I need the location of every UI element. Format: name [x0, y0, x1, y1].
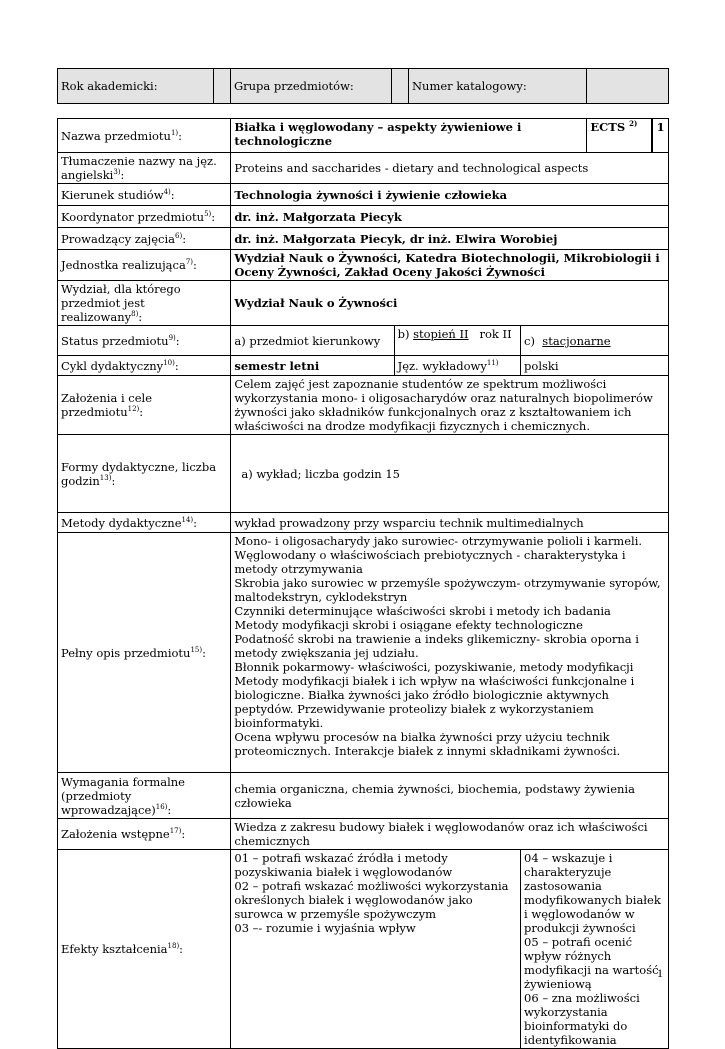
- description-line: Czynniki determinujące właściwości skrobi i metody ich badania: [234, 604, 611, 618]
- teacher-label: Prowadzący zajęcia$^{6)}$:: [58, 228, 231, 250]
- prerequisites-value: Wiedza z zakresu budowy białek i węglowodanów oraz ich właściwości chemicznych: [231, 819, 669, 850]
- row-faculty: [58, 281, 669, 326]
- row-outcomes: [58, 850, 669, 1049]
- ects-label: ECTS $^{2)}$: [587, 119, 652, 153]
- cycle-label: Cykl dydaktyczny$^{10)}$:: [58, 356, 231, 376]
- outcomes-right: 04 – wskazuje i charakteryzuje zastosowania modyfikowanych białek i węglowodanów w produkcji żywności 05 – potrafi ocenić wpływ różnych modyfikacji na wartość żywieniową 06 – zna możliwości wykorzystania bioinformatyki do identyfikowania: [521, 850, 669, 1049]
- row-english: [58, 153, 669, 184]
- course-table: [57, 118, 669, 1049]
- field-label: Kierunek studiów$^{4)}$:: [58, 184, 231, 206]
- coordinator-value: dr. inż. Małgorzata Piecyk: [231, 206, 669, 228]
- row-name: [58, 119, 669, 153]
- english-label: Tłumaczenie nazwy na jęz. angielski$^{3)}$:: [58, 153, 231, 184]
- goals-value: Celem zajęć jest zapoznanie studentów ze spektrum możliwości wykorzystania mono- i oligosacharydów oraz naturalnych biopolimerów żywności jako składników funkcjonalnych oraz z kształtowaniem ich właściwości na drodze modyfikacji fizycznych i chemicznych.: [231, 376, 669, 435]
- catalog-value[interactable]: [586, 69, 668, 104]
- language-label: Jęz. wykładowy$^{11)}$: [394, 356, 520, 376]
- academic-year-label: Rok akademicki:: [58, 69, 214, 104]
- ects-value: 1: [652, 119, 668, 153]
- coordinator-label: Koordynator przedmiotu$^{5)}$:: [58, 206, 231, 228]
- status-a: a) przedmiot kierunkowy: [231, 326, 394, 356]
- unit-label: Jednostka realizująca$^{7)}$:: [58, 250, 231, 281]
- english-value: Proteins and saccharides - dietary and technological aspects: [231, 153, 669, 184]
- group-value[interactable]: [392, 69, 409, 104]
- name-label: Nazwa przedmiotu$^{1)}$:: [58, 119, 231, 153]
- catalog-label: Numer katalogowy:: [408, 69, 586, 104]
- row-goals: [58, 376, 669, 435]
- teacher-value: dr. inż. Małgorzata Piecyk, dr inż. Elwira Worobiej: [231, 228, 669, 250]
- row-teacher: [58, 228, 669, 250]
- description-line: Błonnik pokarmowy- właściwości, pozyskiwanie, metody modyfikacji: [234, 660, 634, 674]
- description-line: Podatność skrobi na trawienie a indeks glikemiczny- skrobia oporna i metody zwiększania jej udziału.: [234, 632, 639, 660]
- description-line: Mono- i oligosacharydy jako surowiec- otrzymywanie polioli i karmeli.: [234, 534, 643, 548]
- cycle-value: semestr letni: [231, 356, 394, 376]
- field-value: Technologia żywności i żywienie człowieka: [231, 184, 669, 206]
- row-field: [58, 184, 669, 206]
- description-value: [231, 533, 669, 773]
- description-label: Pełny opis przedmiotu$^{15)}$:: [58, 533, 231, 773]
- row-status: [58, 326, 669, 356]
- unit-value: Wydział Nauk o Żywności, Katedra Biotechnologii, Mikrobiologii i Oceny Żywności, Zakład Oceny Jakości Żywności: [231, 250, 669, 281]
- row-prerequisites: [58, 819, 669, 850]
- status-label: Status przedmiotu$^{9)}$:: [58, 326, 231, 356]
- row-forms: [58, 435, 669, 513]
- faculty-label: Wydział, dla którego przedmiot jest realizowany$^{8)}$:: [58, 281, 231, 326]
- methods-value: wykład prowadzony przy wsparciu technik multimedialnych: [231, 513, 669, 533]
- language-value: polski: [521, 356, 669, 376]
- status-b: b) stopień II rok II: [394, 326, 520, 356]
- requirements-label: Wymagania formalne (przedmioty wprowadzające)$^{16)}$:: [58, 773, 231, 819]
- description-line: Metody modyfikacji białek i ich wpływ na właściwości funkcjonalne i biologiczne. Białka żywności jako źródło biologicznie aktywnych peptydów. Przewidywanie proteolizy białek z wykorzystaniem bioinformatyki.: [234, 674, 635, 730]
- forms-value: a) wykład; liczba godzin 15: [231, 435, 669, 513]
- row-cycle: [58, 356, 669, 376]
- description-line: Ocena wpływu procesów na białka żywności przy użyciu technik proteomicznych. Interakcje białek z innymi składnikami żywności.: [234, 730, 621, 758]
- forms-label: Formy dydaktyczne, liczba godzin$^{13)}$:: [58, 435, 231, 513]
- description-line: Skrobia jako surowiec w przemyśle spożywczym- otrzymywanie syropów, maltodekstryn, cyklodekstryn: [234, 576, 661, 604]
- description-line: Metody modyfikacji skrobi i osiągane efekty technologiczne: [234, 618, 583, 632]
- academic-year-value[interactable]: [214, 69, 231, 104]
- group-label: Grupa przedmiotów:: [230, 69, 391, 104]
- faculty-value: Wydział Nauk o Żywności: [231, 281, 669, 326]
- requirements-value: chemia organiczna, chemia żywności, biochemia, podstawy żywienia człowieka: [231, 773, 669, 819]
- row-requirements: [58, 773, 669, 819]
- outcomes-left: 01 – potrafi wskazać źródła i metody pozyskiwania białek i węglowodanów 02 – potrafi wskazać możliwości wykorzystania określonych białek i węglowodanów jako surowca w przemyśle spożywczym 03 –- rozumie i wyjaśnia wpływ: [231, 850, 521, 1049]
- name-value: Białka i węglowodany – aspekty żywieniowe i technologiczne: [231, 119, 587, 153]
- row-unit: [58, 250, 669, 281]
- goals-label: Założenia i cele przedmiotu$^{12)}$:: [58, 376, 231, 435]
- prerequisites-label: Założenia wstępne$^{17)}$:: [58, 819, 231, 850]
- description-line: Węglowodany o właściwościach prebiotycznych - charakterystyka i metody otrzymywania: [234, 548, 626, 576]
- row-description: [58, 533, 669, 773]
- row-methods: [58, 513, 669, 533]
- status-c: c) stacjonarne: [521, 326, 669, 356]
- page-number: 1: [657, 966, 663, 980]
- header-table: [57, 68, 669, 104]
- methods-label: Metody dydaktyczne$^{14)}$:: [58, 513, 231, 533]
- row-coordinator: [58, 206, 669, 228]
- outcomes-label: Efekty kształcenia$^{18)}$:: [58, 850, 231, 1049]
